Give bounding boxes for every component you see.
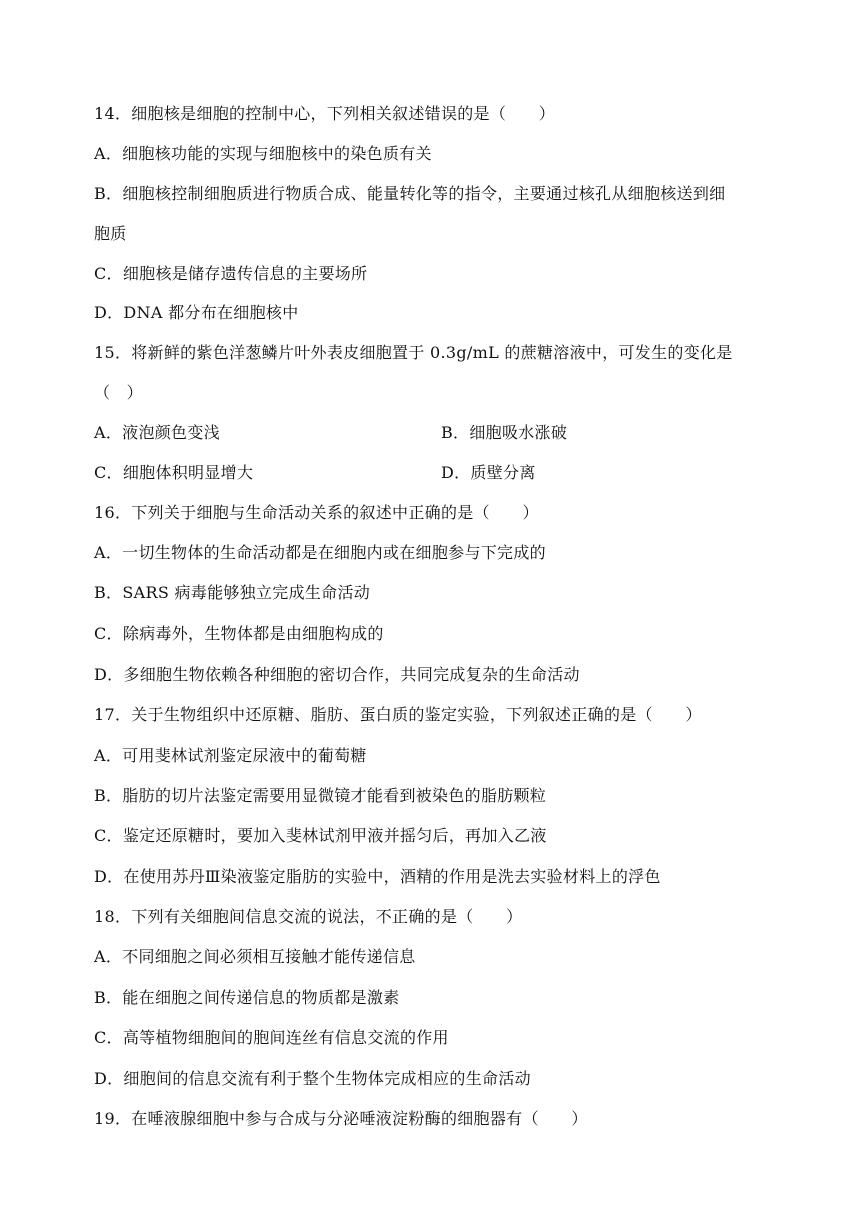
question-14-option-b-continued: 胞质 xyxy=(94,224,127,243)
question-17-option-a: A．可用斐林试剂鉴定尿液中的葡萄糖 xyxy=(94,746,367,765)
question-15-option-b: B．细胞吸水涨破 xyxy=(441,423,568,442)
question-17-stem: 17．关于生物组织中还原糖、脂肪、蛋白质的鉴定实验，下列叙述正确的是（ ） xyxy=(94,705,702,724)
question-16-option-d: D．多细胞生物依赖各种细胞的密切合作，共同完成复杂的生命活动 xyxy=(94,665,580,684)
question-18-option-c: C．高等植物细胞间的胞间连丝有信息交流的作用 xyxy=(94,1028,449,1047)
question-16-stem: 16．下列关于细胞与生命活动关系的叙述中正确的是（ ） xyxy=(94,503,539,522)
question-14-option-b: B．细胞核控制细胞质进行物质合成、能量转化等的指令，主要通过核孔从细胞核送到细 xyxy=(94,184,726,203)
question-15-option-c: C．细胞体积明显增大 xyxy=(94,463,254,482)
question-14-option-a: A．细胞核功能的实现与细胞核中的染色质有关 xyxy=(94,144,432,163)
question-15-stem: 15．将新鲜的紫色洋葱鳞片叶外表皮细胞置于 0.3g/mL 的蔗糖溶液中，可发生的变化是 xyxy=(94,343,733,362)
question-18-option-a: A．不同细胞之间必须相互接触才能传递信息 xyxy=(94,947,416,966)
question-17-option-b: B．脂肪的切片法鉴定需要用显微镜才能看到被染色的脂肪颗粒 xyxy=(94,786,547,805)
question-18-option-d: D．细胞间的信息交流有利于整个生物体完成相应的生命活动 xyxy=(94,1069,531,1088)
question-14-stem: 14．细胞核是细胞的控制中心，下列相关叙述错误的是（ ） xyxy=(94,104,556,123)
question-17-option-d: D．在使用苏丹Ⅲ染液鉴定脂肪的实验中，酒精的作用是洗去实验材料上的浮色 xyxy=(94,867,661,886)
question-19-stem: 19．在唾液腺细胞中参与合成与分泌唾液淀粉酶的细胞器有（ ） xyxy=(94,1109,588,1128)
question-16-option-c: C．除病毒外，生物体都是由细胞构成的 xyxy=(94,624,384,643)
question-16-option-b: B．SARS 病毒能够独立完成生命活动 xyxy=(94,583,371,602)
question-14-option-c: C．细胞核是储存遗传信息的主要场所 xyxy=(94,264,368,283)
question-15-stem-continued: （ ） xyxy=(94,383,143,402)
question-18-option-b: B．能在细胞之间传递信息的物质都是激素 xyxy=(94,988,400,1007)
question-14-option-d: D．DNA 都分布在细胞核中 xyxy=(94,303,299,322)
question-16-option-a: A．一切生物体的生命活动都是在细胞内或在细胞参与下完成的 xyxy=(94,543,546,562)
question-15-option-d: D．质壁分离 xyxy=(441,463,536,482)
question-18-stem: 18．下列有关细胞间信息交流的说法，不正确的是（ ） xyxy=(94,907,523,926)
question-17-option-c: C．鉴定还原糖时，要加入斐林试剂甲液并摇匀后，再加入乙液 xyxy=(94,826,547,845)
question-15-option-a: A．液泡颜色变浅 xyxy=(94,423,220,442)
